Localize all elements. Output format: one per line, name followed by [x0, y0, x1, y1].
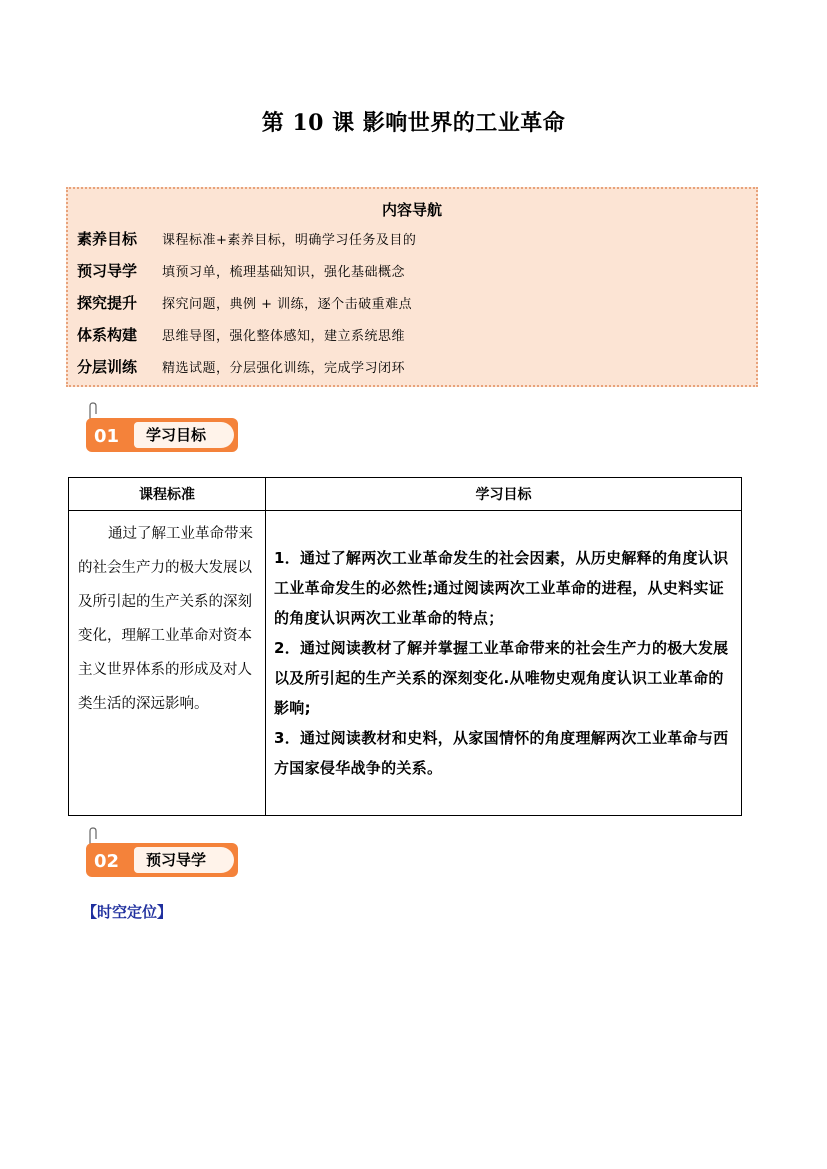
badge-number: 01 [94, 426, 120, 447]
badge-number: 02 [94, 851, 120, 872]
table-header-goals: 学习目标 [266, 478, 742, 511]
course-standard-text: 通过了解工业革命带来的社会生产力的极大发展以及所引起的生产关系的深刻变化，理解工业革命对资本主义世界体系的形成及对人类生活的深远影响。 [78, 526, 253, 712]
course-standard-cell [69, 511, 266, 816]
nav-heading: 内容导航 [381, 201, 442, 219]
nav-desc: 填预习单，梳理基础知识，强化基础概念 [162, 265, 406, 280]
objective-item: 1．通过了解两次工业革命发生的社会因素，从历史解释的角度认识工业革命发生的必然性;通过阅读两次工业革命的进程，从史料实证的角度认识两次工业革命的特点； [274, 549, 729, 627]
objective-item: 3．通过阅读教材和史料，从家国情怀的角度理解两次工业革命与西方国家侵华战争的关系。 [274, 729, 729, 777]
badge-label: 预习导学 [134, 847, 234, 873]
nav-row [77, 259, 405, 283]
nav-row [77, 355, 405, 379]
page-title: 第 10 课 影响世界的工业革命 [261, 110, 566, 136]
table-header-standard: 课程标准 [69, 478, 266, 511]
learning-objectives-cell [266, 511, 742, 816]
nav-desc: 精选试题，分层强化训练，完成学习闭环 [162, 361, 406, 376]
badge-label: 学习目标 [134, 422, 234, 448]
section-badge-preview [86, 835, 240, 879]
nav-row [77, 291, 412, 315]
table-row [69, 511, 742, 816]
learning-goals-table [68, 477, 742, 816]
objective-item: 2．通过阅读教材了解并掌握工业革命带来的社会生产力的极大发展以及所引起的生产关系的深刻变化.从唯物史观角度认识工业革命的影响; [274, 639, 729, 717]
nav-key: 分层训练 [77, 358, 138, 376]
nav-row [77, 323, 405, 347]
nav-desc: 思维导图，强化整体感知，建立系统思维 [162, 329, 406, 344]
nav-key: 体系构建 [77, 326, 138, 344]
nav-desc: 课程标准+素养目标，明确学习任务及目的 [162, 233, 417, 248]
section-heading-spacetime: 【时空定位】 [82, 903, 173, 921]
nav-key: 预习导学 [77, 262, 138, 280]
section-badge-learning-goals [86, 410, 240, 454]
content-navigation-box [66, 187, 758, 387]
nav-key: 素养目标 [77, 230, 138, 248]
nav-desc: 探究问题，典例 + 训练，逐个击破重难点 [162, 297, 413, 312]
table-header-row [69, 478, 742, 511]
nav-row [77, 227, 416, 251]
nav-key: 探究提升 [77, 294, 138, 312]
